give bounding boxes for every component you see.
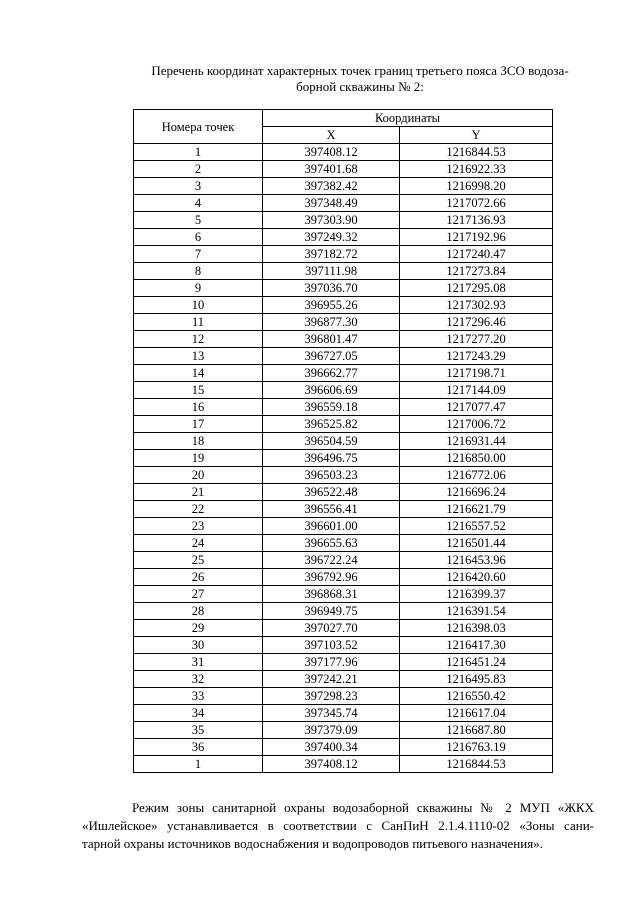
table-row <box>134 212 553 229</box>
table-row <box>134 501 553 518</box>
y-coordinate-cell: 1216850.00 <box>400 450 553 467</box>
x-coordinate-cell: 396722.24 <box>263 552 400 569</box>
point-number-cell: 29 <box>134 620 263 637</box>
table-row <box>134 739 553 756</box>
y-coordinate-cell: 1216451.24 <box>400 654 553 671</box>
y-coordinate-cell: 1216844.53 <box>400 144 553 161</box>
y-coordinate-cell: 1217136.93 <box>400 212 553 229</box>
sanitary-zone-paragraph <box>82 799 594 853</box>
point-number-cell: 30 <box>134 637 263 654</box>
coordinates-table-body <box>134 144 553 773</box>
y-coordinate-cell: 1216453.96 <box>400 552 553 569</box>
point-number-cell: 36 <box>134 739 263 756</box>
points-column-header: Номера точек <box>134 110 263 144</box>
y-coordinate-cell: 1216391.54 <box>400 603 553 620</box>
title-line-1: Перечень координат характерных точек границ третьего пояса ЗСО водоза- <box>151 63 569 78</box>
x-coordinate-cell: 397401.68 <box>263 161 400 178</box>
x-coordinate-cell: 396949.75 <box>263 603 400 620</box>
y-coordinate-cell: 1216399.37 <box>400 586 553 603</box>
table-row <box>134 280 553 297</box>
point-number-cell: 24 <box>134 535 263 552</box>
x-coordinate-cell: 396496.75 <box>263 450 400 467</box>
point-number-cell: 21 <box>134 484 263 501</box>
point-number-cell: 9 <box>134 280 263 297</box>
table-row <box>134 586 553 603</box>
y-coordinate-cell: 1217273.84 <box>400 263 553 280</box>
y-coordinate-cell: 1216557.52 <box>400 518 553 535</box>
x-coordinate-cell: 397182.72 <box>263 246 400 263</box>
y-coordinate-cell: 1216687.80 <box>400 722 553 739</box>
y-coordinate-cell: 1217198.71 <box>400 365 553 382</box>
y-coordinate-cell: 1216763.19 <box>400 739 553 756</box>
table-row <box>134 518 553 535</box>
point-number-cell: 5 <box>134 212 263 229</box>
x-coordinate-cell: 397345.74 <box>263 705 400 722</box>
point-number-cell: 31 <box>134 654 263 671</box>
table-row <box>134 450 553 467</box>
table-row <box>134 382 553 399</box>
y-coordinate-cell: 1217240.47 <box>400 246 553 263</box>
table-row <box>134 399 553 416</box>
point-number-cell: 17 <box>134 416 263 433</box>
y-column-header: Y <box>400 127 553 144</box>
x-coordinate-cell: 396522.48 <box>263 484 400 501</box>
point-number-cell: 18 <box>134 433 263 450</box>
x-coordinate-cell: 396556.41 <box>263 501 400 518</box>
point-number-cell: 20 <box>134 467 263 484</box>
point-number-cell: 22 <box>134 501 263 518</box>
table-row <box>134 535 553 552</box>
table-row <box>134 637 553 654</box>
point-number-cell: 19 <box>134 450 263 467</box>
y-coordinate-cell: 1217077.47 <box>400 399 553 416</box>
point-number-cell: 1 <box>134 756 263 773</box>
x-coordinate-cell: 397111.98 <box>263 263 400 280</box>
coordinates-column-header: Координаты <box>263 110 553 127</box>
point-number-cell: 13 <box>134 348 263 365</box>
table-row <box>134 246 553 263</box>
point-number-cell: 16 <box>134 399 263 416</box>
table-row <box>134 263 553 280</box>
y-coordinate-cell: 1216844.53 <box>400 756 553 773</box>
x-coordinate-cell: 396801.47 <box>263 331 400 348</box>
title-line-2: борной скважины № 2: <box>296 79 424 94</box>
point-number-cell: 3 <box>134 178 263 195</box>
x-coordinate-cell: 397382.42 <box>263 178 400 195</box>
y-coordinate-cell: 1217295.08 <box>400 280 553 297</box>
point-number-cell: 26 <box>134 569 263 586</box>
y-coordinate-cell: 1216772.06 <box>400 467 553 484</box>
table-row <box>134 229 553 246</box>
y-coordinate-cell: 1216617.04 <box>400 705 553 722</box>
table-row <box>134 620 553 637</box>
y-coordinate-cell: 1216696.24 <box>400 484 553 501</box>
y-coordinate-cell: 1216621.79 <box>400 501 553 518</box>
x-coordinate-cell: 396662.77 <box>263 365 400 382</box>
table-row <box>134 722 553 739</box>
x-coordinate-cell: 397303.90 <box>263 212 400 229</box>
y-coordinate-cell: 1216922.33 <box>400 161 553 178</box>
x-column-header: X <box>263 127 400 144</box>
paragraph-line-1: Режим зоны санитарной охраны водозаборной скважины № 2 МУП «ЖКХ <box>132 800 594 815</box>
point-number-cell: 1 <box>134 144 263 161</box>
x-coordinate-cell: 396877.30 <box>263 314 400 331</box>
x-coordinate-cell: 396601.00 <box>263 518 400 535</box>
point-number-cell: 28 <box>134 603 263 620</box>
y-coordinate-cell: 1216398.03 <box>400 620 553 637</box>
point-number-cell: 7 <box>134 246 263 263</box>
y-coordinate-cell: 1216931.44 <box>400 433 553 450</box>
table-row <box>134 433 553 450</box>
point-number-cell: 14 <box>134 365 263 382</box>
table-row <box>134 348 553 365</box>
x-coordinate-cell: 397408.12 <box>263 144 400 161</box>
table-row <box>134 365 553 382</box>
table-row <box>134 178 553 195</box>
table-row <box>134 756 553 773</box>
x-coordinate-cell: 397400.34 <box>263 739 400 756</box>
x-coordinate-cell: 396792.96 <box>263 569 400 586</box>
table-row <box>134 484 553 501</box>
y-coordinate-cell: 1216495.83 <box>400 671 553 688</box>
y-coordinate-cell: 1216417.30 <box>400 637 553 654</box>
point-number-cell: 23 <box>134 518 263 535</box>
y-coordinate-cell: 1217072.66 <box>400 195 553 212</box>
point-number-cell: 15 <box>134 382 263 399</box>
y-coordinate-cell: 1216420.60 <box>400 569 553 586</box>
table-row <box>134 297 553 314</box>
table-row <box>134 603 553 620</box>
point-number-cell: 33 <box>134 688 263 705</box>
x-coordinate-cell: 396655.63 <box>263 535 400 552</box>
x-coordinate-cell: 397249.32 <box>263 229 400 246</box>
point-number-cell: 11 <box>134 314 263 331</box>
table-row <box>134 467 553 484</box>
y-coordinate-cell: 1216550.42 <box>400 688 553 705</box>
table-row <box>134 144 553 161</box>
point-number-cell: 10 <box>134 297 263 314</box>
point-number-cell: 8 <box>134 263 263 280</box>
point-number-cell: 32 <box>134 671 263 688</box>
document-title <box>128 63 592 95</box>
x-coordinate-cell: 396525.82 <box>263 416 400 433</box>
y-coordinate-cell: 1217006.72 <box>400 416 553 433</box>
x-coordinate-cell: 397027.70 <box>263 620 400 637</box>
x-coordinate-cell: 396955.26 <box>263 297 400 314</box>
y-coordinate-cell: 1217277.20 <box>400 331 553 348</box>
y-coordinate-cell: 1217192.96 <box>400 229 553 246</box>
y-coordinate-cell: 1217144.09 <box>400 382 553 399</box>
y-coordinate-cell: 1217296.46 <box>400 314 553 331</box>
x-coordinate-cell: 397177.96 <box>263 654 400 671</box>
x-coordinate-cell: 397348.49 <box>263 195 400 212</box>
table-row <box>134 161 553 178</box>
y-coordinate-cell: 1216998.20 <box>400 178 553 195</box>
point-number-cell: 6 <box>134 229 263 246</box>
point-number-cell: 25 <box>134 552 263 569</box>
x-coordinate-cell: 396606.69 <box>263 382 400 399</box>
x-coordinate-cell: 397242.21 <box>263 671 400 688</box>
table-row <box>134 654 553 671</box>
paragraph-line-2: «Ишлейское» устанавливается в соответствии с СанПиН 2.1.4.1110-02 «Зоны сани- <box>82 818 594 833</box>
x-coordinate-cell: 397298.23 <box>263 688 400 705</box>
table-row <box>134 416 553 433</box>
table-row <box>134 331 553 348</box>
x-coordinate-cell: 397379.09 <box>263 722 400 739</box>
table-row <box>134 569 553 586</box>
coordinates-table <box>133 109 553 773</box>
point-number-cell: 27 <box>134 586 263 603</box>
x-coordinate-cell: 396559.18 <box>263 399 400 416</box>
table-row <box>134 671 553 688</box>
table-row <box>134 314 553 331</box>
x-coordinate-cell: 396727.05 <box>263 348 400 365</box>
table-row <box>134 705 553 722</box>
x-coordinate-cell: 397103.52 <box>263 637 400 654</box>
x-coordinate-cell: 396503.23 <box>263 467 400 484</box>
y-coordinate-cell: 1217302.93 <box>400 297 553 314</box>
table-row <box>134 195 553 212</box>
point-number-cell: 4 <box>134 195 263 212</box>
x-coordinate-cell: 397036.70 <box>263 280 400 297</box>
y-coordinate-cell: 1216501.44 <box>400 535 553 552</box>
point-number-cell: 2 <box>134 161 263 178</box>
point-number-cell: 34 <box>134 705 263 722</box>
x-coordinate-cell: 397408.12 <box>263 756 400 773</box>
point-number-cell: 35 <box>134 722 263 739</box>
paragraph-line-3: тарной охраны источников водоснабжения и водопроводов питьевого назначения». <box>82 836 543 851</box>
y-coordinate-cell: 1217243.29 <box>400 348 553 365</box>
x-coordinate-cell: 396504.59 <box>263 433 400 450</box>
point-number-cell: 12 <box>134 331 263 348</box>
x-coordinate-cell: 396868.31 <box>263 586 400 603</box>
table-row <box>134 688 553 705</box>
table-row <box>134 552 553 569</box>
